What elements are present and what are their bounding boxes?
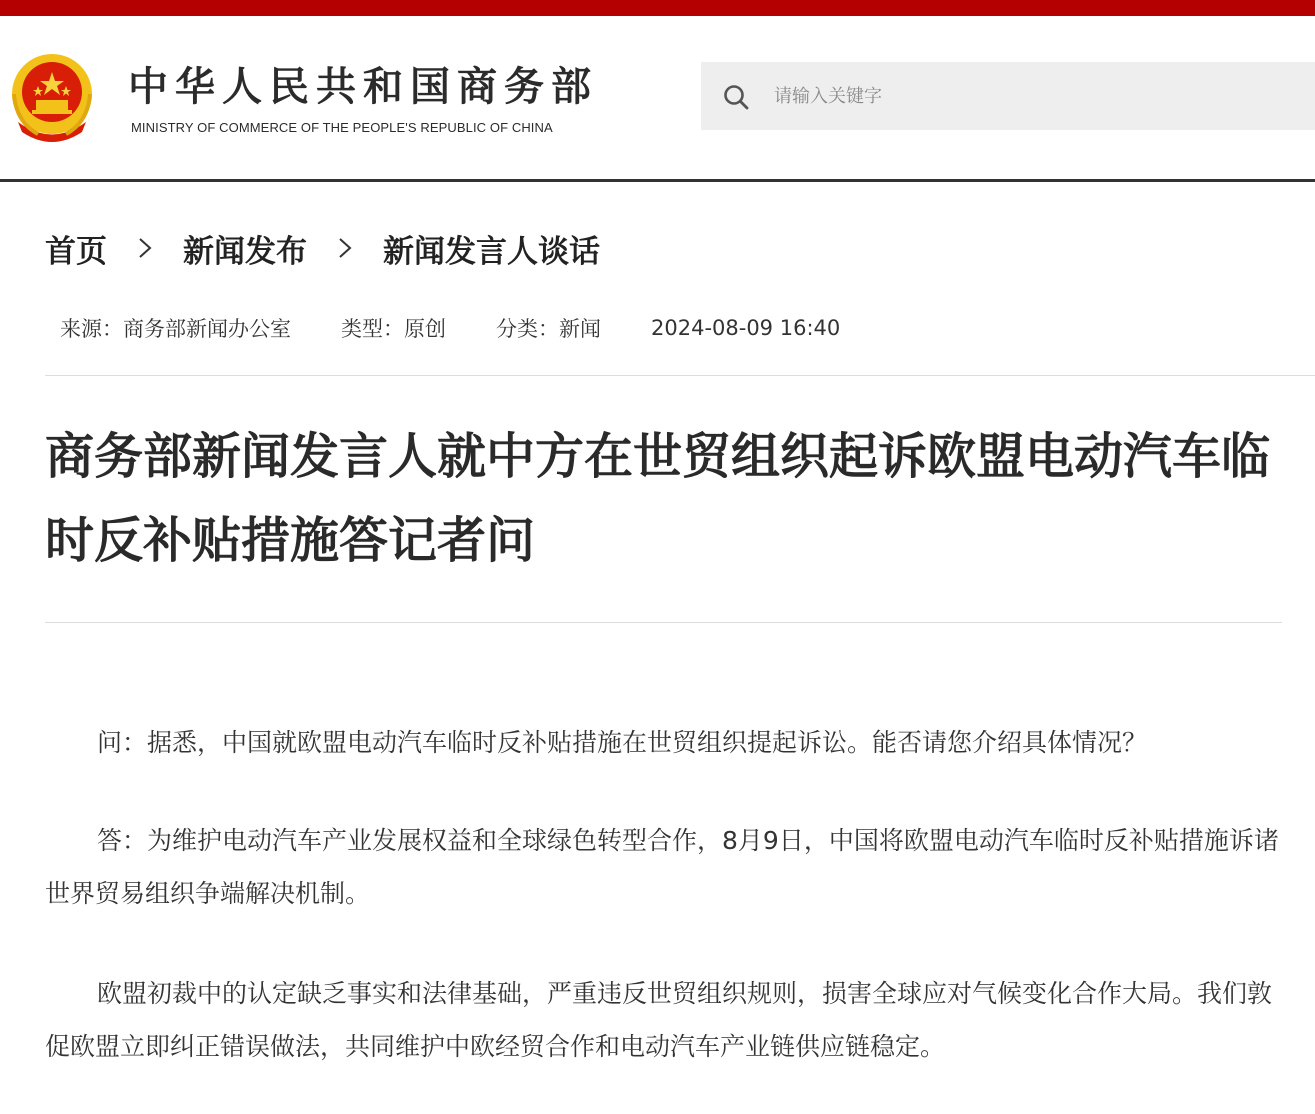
article-meta bbox=[60, 310, 890, 346]
meta-datetime: 2024-08-09 16:40 bbox=[651, 316, 841, 340]
national-emblem-icon[interactable] bbox=[8, 52, 96, 144]
breadcrumb-spokesperson-remarks[interactable]: 新闻发言人谈话 bbox=[383, 233, 600, 270]
meta-type: 类型：原创 bbox=[341, 317, 446, 341]
site-logo-title[interactable]: 中华人民共和国商务部 bbox=[128, 64, 598, 110]
article-title: 商务部新闻发言人就中方在世贸组织起诉欧盟电动汽车临时反补贴措施答记者问 bbox=[45, 428, 1271, 569]
chevron-right-icon bbox=[123, 233, 167, 263]
breadcrumb-news-release[interactable]: 新闻发布 bbox=[183, 233, 307, 270]
header-divider bbox=[0, 179, 1315, 182]
search-icon[interactable] bbox=[722, 83, 750, 111]
meta-divider bbox=[45, 375, 1315, 376]
article-paragraph: 问：据悉，中国就欧盟电动汽车临时反补贴措施在世贸组织提起诉讼。能否请您介绍具体情况？ bbox=[97, 728, 1148, 757]
article-paragraph: 答：为维护电动汽车产业发展权益和全球绿色转型合作，8月9日，中国将欧盟电动汽车临时反补贴措施诉诸世界贸易组织争端解决机制。 bbox=[45, 826, 1279, 908]
site-logo-subtitle: MINISTRY OF COMMERCE OF THE PEOPLE'S REPUBLIC OF CHINA bbox=[131, 120, 553, 135]
article-paragraph: 欧盟初裁中的认定缺乏事实和法律基础，严重违反世贸组织规则，损害全球应对气候变化合作大局。我们敦促欧盟立即纠正错误做法，共同维护中欧经贸合作和电动汽车产业链供应链稳定。 bbox=[45, 979, 1273, 1061]
title-divider bbox=[45, 622, 1282, 623]
meta-category: 分类：新闻 bbox=[496, 317, 601, 341]
chevron-right-icon bbox=[323, 233, 367, 263]
search-input[interactable] bbox=[770, 74, 1298, 118]
breadcrumb-home[interactable]: 首页 bbox=[45, 233, 107, 270]
top-red-bar bbox=[0, 0, 1315, 16]
breadcrumb bbox=[45, 222, 600, 274]
meta-source: 来源：商务部新闻办公室 bbox=[60, 317, 291, 341]
